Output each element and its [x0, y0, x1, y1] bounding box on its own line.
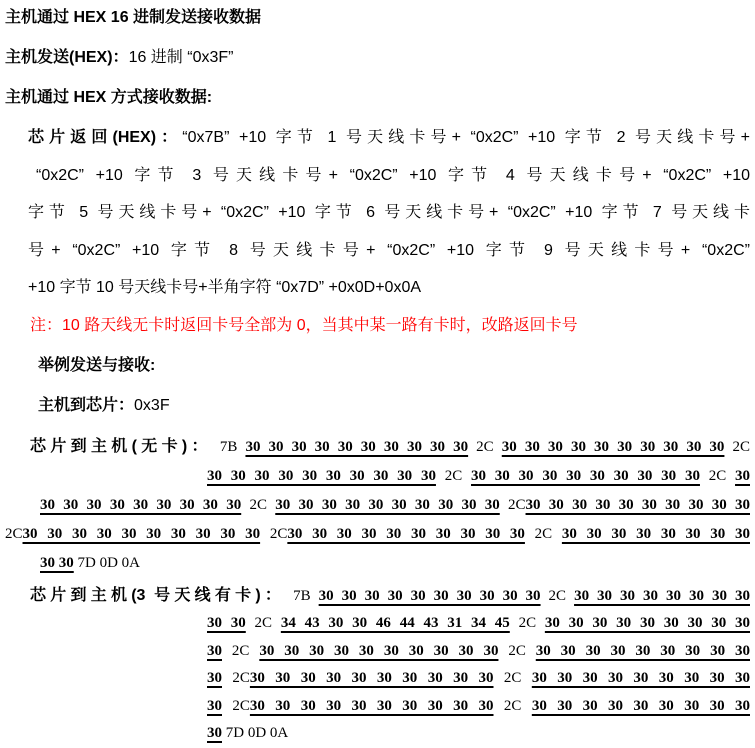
card-number-bytes: 30 30 30 30 30 30 30 30 30 30	[22, 525, 261, 542]
paragraph-line: “0x2C” +10 字节 3 号天线卡号+ “0x2C” +10 字节 4 号天线卡号+ “0x2C” +10	[36, 166, 750, 184]
doc-title: 主机通过 HEX 16 进制发送接收数据	[5, 9, 262, 26]
card-number-bytes: 30 30 30 30 30 30 30 30 30	[535, 642, 750, 659]
paragraph-line: +10 字节 10 号天线卡号+半角字符 “0x7D” +0x0D+0x0A	[28, 279, 422, 296]
card-number-bytes: 30 30 30 30 30 30 30 30 30	[531, 697, 750, 714]
card-number-bytes: 30 30 30 30 30 30 30 30 30 30	[275, 496, 500, 513]
frame-bytes: 2C	[498, 642, 536, 659]
hex-data-line	[5, 665, 750, 693]
host-send-label: 主机发送(HEX)：	[5, 49, 129, 66]
card-number-bytes: 30 30 30 30 30 30 30 30 30	[40, 496, 242, 513]
frame-bytes: 7D 0D 0A	[73, 554, 140, 571]
with-card-response-block	[5, 582, 750, 748]
card-number-bytes: 30 30 30 30 30 30 30 30 30 30	[525, 496, 750, 513]
card-number-bytes: 30	[207, 670, 222, 686]
frame-bytes: 7D 0D 0A	[222, 725, 289, 741]
no-card-response-block	[5, 432, 750, 578]
card-number-bytes: 30 30 30 30 30 30 30 30 30 30	[259, 642, 499, 659]
with-card-label: 芯片到主机(3 号天线有卡)：	[30, 586, 286, 604]
frame-bytes: 2C	[241, 496, 276, 513]
card-number-bytes: 30 30	[207, 615, 246, 631]
card-number-bytes: 30	[207, 642, 222, 659]
frame-bytes: 2C	[435, 467, 472, 484]
frame-bytes: 2C	[540, 587, 575, 604]
paragraph-line: 字节 5 号天线卡号+ “0x2C” +10 字节 6 号天线卡号+ “0x2C” +10 字节 7 号天线卡	[28, 204, 750, 221]
hex-data-line	[5, 462, 750, 491]
card-number-bytes: 30 30 30 30 30 30 30 30 30 30	[249, 670, 494, 686]
card-number-bytes: 30 30 30 30 30 30 30 30 30 30	[318, 587, 541, 604]
hex-data-line	[5, 491, 750, 520]
host-send-line	[5, 46, 750, 70]
no-card-label: 芯片到主机(无卡)：	[30, 437, 212, 455]
host-to-chip-line	[5, 394, 750, 418]
paragraph-line	[28, 119, 750, 157]
frame-bytes: 2C	[5, 525, 23, 542]
receive-heading: 主机通过 HEX 方式接收数据:	[5, 89, 213, 106]
paragraph-text: “0x7B” +10 字节 1 号天线卡号+ “0x2C” +10 字节 2 号天线卡号+	[182, 129, 750, 146]
card-number-bytes: 30 30 30 30 30 30 30 30 30 30	[287, 525, 525, 542]
hex-data-line	[5, 610, 750, 638]
card-number-bytes: 30 30 30 30 30 30 30 30 30 30	[245, 438, 469, 455]
card-number-bytes: 30 30 30 30 30 30 30 30 30	[544, 615, 750, 631]
host-send-value: 16 进制 “0x3F”	[128, 49, 234, 66]
card-number-bytes: 30	[207, 697, 222, 714]
card-number-bytes: 30 30	[40, 554, 74, 571]
chip-return-label: 芯片返回(HEX)：	[28, 129, 183, 146]
paragraph-line: 号+ “0x2C” +10 字节 8 号天线卡号+ “0x2C” +10 字节 9 号天线卡号+ “0x2C”	[28, 241, 750, 259]
frame-bytes: 2C	[222, 697, 250, 714]
red-note: 注：10 路天线无卡时返回卡号全部为 0，当其中某一路有卡时，改路返回卡号	[30, 316, 578, 334]
card-number-bytes: 30 30 30 30 30 30 30 30 30 30	[249, 697, 494, 714]
card-number-bytes: 30 30 30 30 30 30 30 30	[574, 587, 750, 604]
card-number-bytes: 30 30 30 30 30 30 30 30	[561, 525, 750, 542]
hex-data-line	[5, 582, 750, 611]
frame-bytes: 2C	[222, 642, 260, 659]
frame-bytes: 2C	[222, 670, 250, 686]
frame-bytes: 2C	[493, 697, 532, 714]
frame-bytes: 2C	[499, 496, 526, 513]
card-number-bytes: 30 30 30 30 30 30 30 30 30 30	[471, 467, 700, 484]
host-to-chip-value: 0x3F	[134, 396, 170, 414]
card-number-bytes: 30 30 30 30 30 30 30 30 30	[531, 670, 750, 686]
frame-bytes: 2C	[493, 670, 532, 686]
hex-segments	[220, 439, 750, 455]
card-number-bytes: 30 30 30 30 30 30 30 30 30 30	[501, 438, 725, 455]
hex-segments	[293, 588, 750, 604]
hex-data-line	[5, 638, 750, 666]
example-heading: 举例发送与接收:	[38, 356, 156, 374]
hex-data-line	[5, 693, 750, 721]
frame-bytes: 2C	[468, 438, 502, 455]
frame-bytes: 2C	[509, 615, 545, 631]
frame-bytes: 2C	[524, 525, 562, 542]
frame-bytes: 7B	[219, 438, 246, 455]
hex-data-line	[5, 432, 750, 462]
card-number-bytes: 30	[207, 725, 222, 741]
frame-bytes: 2C	[699, 467, 736, 484]
chip-return-paragraph	[5, 119, 750, 307]
frame-bytes: 7B	[293, 587, 319, 604]
hex-data-line	[5, 520, 750, 549]
hex-continuation-lines	[5, 462, 750, 578]
host-to-chip-label: 主机到芯片：	[38, 396, 135, 414]
frame-bytes: 2C	[245, 615, 281, 631]
card-number-bytes: 34 43 30 30 46 44 43 31 34 45	[280, 615, 510, 631]
card-number-bytes: 30	[735, 467, 750, 484]
card-number-bytes: 30 30 30 30 30 30 30 30 30 30	[207, 467, 436, 484]
frame-bytes: 2C	[260, 525, 288, 542]
frame-bytes: 2C	[724, 438, 750, 455]
hex-continuation-lines	[5, 610, 750, 748]
hex-data-line	[5, 549, 750, 578]
hex-data-line	[5, 720, 750, 748]
